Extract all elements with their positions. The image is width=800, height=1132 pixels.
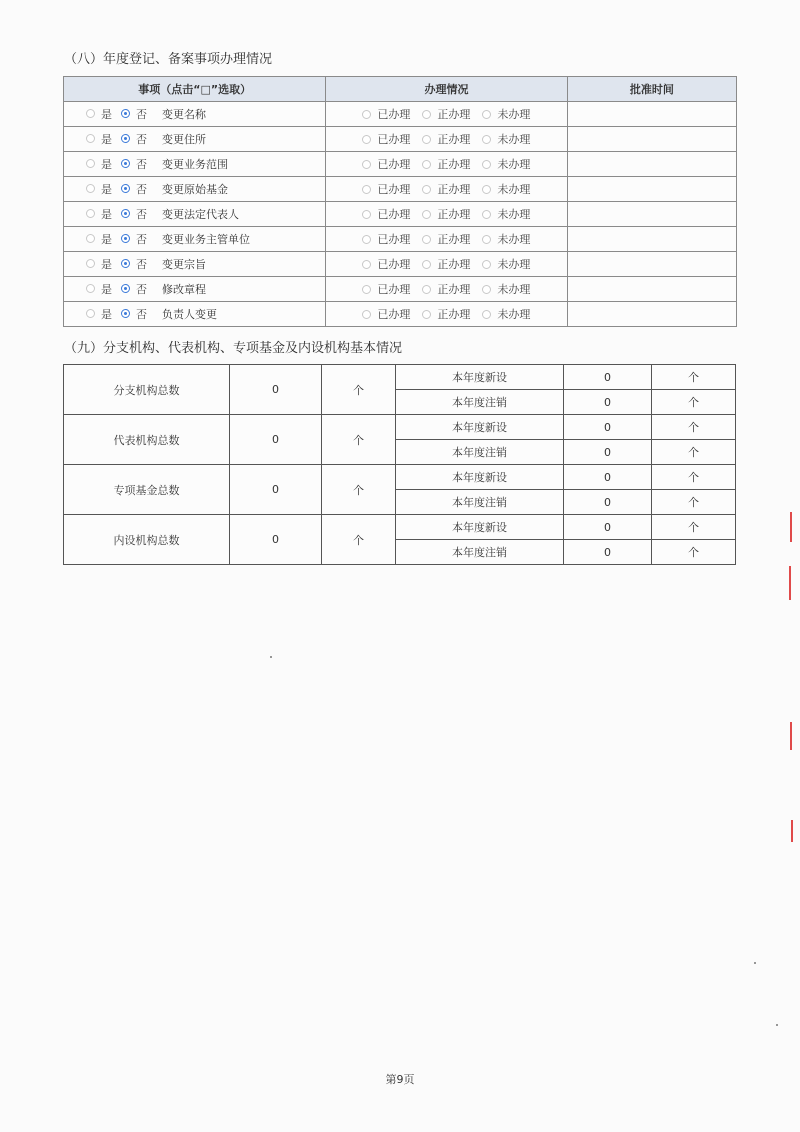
yes-label: 是 [101,157,112,171]
no-option[interactable] [121,181,147,197]
status-cell [326,302,567,327]
status-option-not-done[interactable] [482,156,530,172]
approval-time-cell[interactable] [567,177,736,202]
radio-unchecked-icon[interactable] [86,309,95,318]
status-label: 未办理 [497,183,531,196]
status-option-in-progress[interactable] [422,106,470,122]
no-label: 否 [136,307,147,321]
no-option[interactable] [121,256,147,272]
no-label: 否 [136,132,147,146]
status-label: 未办理 [497,208,531,221]
status-label: 未办理 [497,158,531,171]
status-option-done[interactable] [362,106,410,122]
matter-cell [64,127,326,152]
header-matter: 事项（点击“□”选取） [64,77,326,102]
radio-unchecked-icon[interactable] [422,260,431,269]
yes-label: 是 [101,232,112,246]
registration-matters-table [63,76,737,327]
matter-name: 负责人变更 [162,308,217,322]
status-label: 已办理 [377,208,411,221]
radio-checked-icon[interactable] [121,284,130,293]
status-label: 未办理 [497,258,531,271]
no-label: 否 [136,207,147,221]
status-option-not-done[interactable] [482,231,530,247]
radio-checked-icon[interactable] [121,209,130,218]
yes-label: 是 [101,282,112,296]
yes-option[interactable] [86,156,112,172]
status-option-done[interactable] [362,181,410,197]
approval-time-cell[interactable] [567,302,736,327]
status-cell [326,277,567,302]
no-option[interactable] [121,206,147,222]
radio-unchecked-icon[interactable] [422,285,431,294]
unit-label: 个 [322,365,396,415]
status-cell [326,152,567,177]
status-option-done[interactable] [362,206,410,222]
table-row [64,177,737,202]
radio-unchecked-icon[interactable] [86,259,95,268]
radio-unchecked-icon[interactable] [362,235,371,244]
new-count: 0 [564,465,652,490]
status-label: 未办理 [497,308,531,321]
table-header-row [64,77,737,102]
table-row [64,252,737,277]
matter-name: 变更法定代表人 [162,208,239,222]
radio-unchecked-icon[interactable] [482,310,491,319]
status-option-in-progress[interactable] [422,181,470,197]
unit-label: 个 [652,390,736,415]
unit-label: 个 [322,515,396,565]
unit-label: 个 [652,415,736,440]
matter-cell [64,252,326,277]
status-option-in-progress[interactable] [422,306,470,322]
status-option-in-progress[interactable] [422,231,470,247]
yes-option[interactable] [86,231,112,247]
yes-option[interactable] [86,181,112,197]
matter-cell [64,302,326,327]
radio-unchecked-icon[interactable] [422,185,431,194]
table-row [64,127,737,152]
matter-name: 变更住所 [162,133,206,147]
unit-label: 个 [652,440,736,465]
unit-label: 个 [652,515,736,540]
approval-time-cell[interactable] [567,127,736,152]
radio-unchecked-icon[interactable] [362,285,371,294]
radio-unchecked-icon[interactable] [482,185,491,194]
group-total: 0 [230,515,322,565]
unit-label: 个 [652,490,736,515]
status-label: 正办理 [437,183,471,196]
section8-title: （八）年度登记、备案事项办理情况 [64,52,273,67]
matter-name: 变更名称 [162,108,206,122]
matter-cell [64,227,326,252]
status-option-not-done[interactable] [482,181,530,197]
new-label: 本年度新设 [396,415,564,440]
status-label: 正办理 [437,208,471,221]
no-label: 否 [136,182,147,196]
status-label: 未办理 [497,108,531,121]
new-count: 0 [564,365,652,390]
yes-label: 是 [101,257,112,271]
group-label: 分支机构总数 [64,365,230,415]
radio-unchecked-icon[interactable] [362,160,371,169]
cancel-count: 0 [564,440,652,465]
group-label: 专项基金总数 [64,465,230,515]
table-row [64,227,737,252]
radio-unchecked-icon[interactable] [86,184,95,193]
yes-label: 是 [101,107,112,121]
unit-label: 个 [652,540,736,565]
scan-speck [270,656,272,658]
approval-time-cell[interactable] [567,252,736,277]
radio-unchecked-icon[interactable] [422,110,431,119]
status-label: 正办理 [437,233,471,246]
radio-unchecked-icon[interactable] [86,234,95,243]
radio-checked-icon[interactable] [121,184,130,193]
matter-cell [64,102,326,127]
yes-label: 是 [101,207,112,221]
yes-label: 是 [101,307,112,321]
status-option-in-progress[interactable] [422,206,470,222]
cancel-label: 本年度注销 [396,540,564,565]
status-label: 已办理 [377,183,411,196]
status-option-done[interactable] [362,231,410,247]
status-option-done[interactable] [362,306,410,322]
radio-unchecked-icon[interactable] [482,210,491,219]
status-option-done[interactable] [362,281,410,297]
matter-name: 变更宗旨 [162,258,206,272]
radio-unchecked-icon[interactable] [422,310,431,319]
no-option[interactable] [121,281,147,297]
radio-unchecked-icon[interactable] [482,110,491,119]
cancel-label: 本年度注销 [396,490,564,515]
cancel-label: 本年度注销 [396,390,564,415]
new-label: 本年度新设 [396,365,564,390]
radio-unchecked-icon[interactable] [422,135,431,144]
status-label: 已办理 [377,258,411,271]
no-option[interactable] [121,131,147,147]
no-label: 否 [136,257,147,271]
unit-label: 个 [322,465,396,515]
radio-checked-icon[interactable] [121,134,130,143]
yes-option[interactable] [86,306,112,322]
radio-unchecked-icon[interactable] [86,159,95,168]
matter-name: 变更业务范围 [162,158,228,172]
cancel-count: 0 [564,490,652,515]
table-row [64,152,737,177]
status-cell [326,127,567,152]
unit-label: 个 [652,365,736,390]
status-label: 正办理 [437,258,471,271]
status-cell [326,102,567,127]
table-row [64,415,736,440]
status-option-done[interactable] [362,156,410,172]
approval-time-cell[interactable] [567,102,736,127]
yes-option[interactable] [86,256,112,272]
stamp-edge-mark [791,820,793,842]
status-label: 正办理 [437,108,471,121]
group-label: 代表机构总数 [64,415,230,465]
status-label: 已办理 [377,133,411,146]
yes-option[interactable] [86,106,112,122]
cancel-count: 0 [564,540,652,565]
table-row [64,102,737,127]
approval-time-cell[interactable] [567,277,736,302]
radio-checked-icon[interactable] [121,259,130,268]
table-row [64,515,736,540]
radio-checked-icon[interactable] [121,109,130,118]
matter-cell [64,277,326,302]
radio-unchecked-icon[interactable] [422,235,431,244]
status-label: 未办理 [497,133,531,146]
table-row [64,302,737,327]
radio-checked-icon[interactable] [121,159,130,168]
status-option-not-done[interactable] [482,131,530,147]
status-cell [326,202,567,227]
new-label: 本年度新设 [396,515,564,540]
status-label: 已办理 [377,158,411,171]
status-cell [326,227,567,252]
matter-name: 变更原始基金 [162,183,228,197]
radio-unchecked-icon[interactable] [362,260,371,269]
scan-speck [754,962,756,964]
radio-unchecked-icon[interactable] [482,135,491,144]
no-option[interactable] [121,231,147,247]
matter-cell [64,177,326,202]
table-row [64,465,736,490]
radio-unchecked-icon[interactable] [362,310,371,319]
radio-unchecked-icon[interactable] [362,185,371,194]
status-label: 正办理 [437,133,471,146]
new-count: 0 [564,415,652,440]
radio-unchecked-icon[interactable] [86,284,95,293]
radio-unchecked-icon[interactable] [362,135,371,144]
status-label: 正办理 [437,308,471,321]
approval-time-cell[interactable] [567,227,736,252]
radio-unchecked-icon[interactable] [86,209,95,218]
approval-time-cell[interactable] [567,152,736,177]
status-label: 正办理 [437,158,471,171]
status-option-in-progress[interactable] [422,256,470,272]
radio-checked-icon[interactable] [121,234,130,243]
no-option[interactable] [121,156,147,172]
radio-unchecked-icon[interactable] [86,134,95,143]
branch-institutions-table [63,364,736,565]
page-number: 第9页 [385,1073,415,1086]
radio-unchecked-icon[interactable] [482,235,491,244]
table-row [64,277,737,302]
group-total: 0 [230,415,322,465]
new-count: 0 [564,515,652,540]
table-row [64,365,736,390]
status-label: 已办理 [377,283,411,296]
header-status: 办理情况 [326,77,567,102]
table-row [64,202,737,227]
radio-unchecked-icon[interactable] [86,109,95,118]
radio-unchecked-icon[interactable] [362,110,371,119]
radio-unchecked-icon[interactable] [362,210,371,219]
radio-unchecked-icon[interactable] [422,160,431,169]
matter-cell [64,202,326,227]
matter-name: 修改章程 [162,283,206,297]
group-total: 0 [230,365,322,415]
yes-label: 是 [101,182,112,196]
matter-name: 变更业务主管单位 [162,233,250,247]
radio-unchecked-icon[interactable] [482,160,491,169]
cancel-count: 0 [564,390,652,415]
status-option-not-done[interactable] [482,106,530,122]
status-option-in-progress[interactable] [422,131,470,147]
matter-cell [64,152,326,177]
yes-label: 是 [101,132,112,146]
radio-unchecked-icon[interactable] [482,260,491,269]
status-label: 已办理 [377,108,411,121]
radio-unchecked-icon[interactable] [482,285,491,294]
status-label: 已办理 [377,233,411,246]
status-cell [326,177,567,202]
no-label: 否 [136,232,147,246]
no-label: 否 [136,157,147,171]
approval-time-cell[interactable] [567,202,736,227]
status-label: 未办理 [497,233,531,246]
no-label: 否 [136,282,147,296]
status-option-not-done[interactable] [482,281,530,297]
status-label: 正办理 [437,283,471,296]
no-option[interactable] [121,106,147,122]
group-total: 0 [230,465,322,515]
stamp-edge-mark [790,722,792,750]
section9-title: （九）分支机构、代表机构、专项基金及内设机构基本情况 [64,341,403,356]
status-option-done[interactable] [362,131,410,147]
yes-option[interactable] [86,206,112,222]
radio-unchecked-icon[interactable] [422,210,431,219]
unit-label: 个 [322,415,396,465]
unit-label: 个 [652,465,736,490]
status-label: 未办理 [497,283,531,296]
status-option-not-done[interactable] [482,206,530,222]
radio-checked-icon[interactable] [121,309,130,318]
header-approval-time: 批准时间 [567,77,736,102]
scan-speck [776,1024,778,1026]
status-option-not-done[interactable] [482,306,530,322]
no-option[interactable] [121,306,147,322]
stamp-edge-mark [790,512,792,542]
yes-option[interactable] [86,281,112,297]
status-option-done[interactable] [362,256,410,272]
status-option-in-progress[interactable] [422,156,470,172]
group-label: 内设机构总数 [64,515,230,565]
status-option-in-progress[interactable] [422,281,470,297]
status-label: 已办理 [377,308,411,321]
yes-option[interactable] [86,131,112,147]
status-cell [326,252,567,277]
stamp-edge-mark [789,566,791,600]
cancel-label: 本年度注销 [396,440,564,465]
new-label: 本年度新设 [396,465,564,490]
no-label: 否 [136,107,147,121]
status-option-not-done[interactable] [482,256,530,272]
